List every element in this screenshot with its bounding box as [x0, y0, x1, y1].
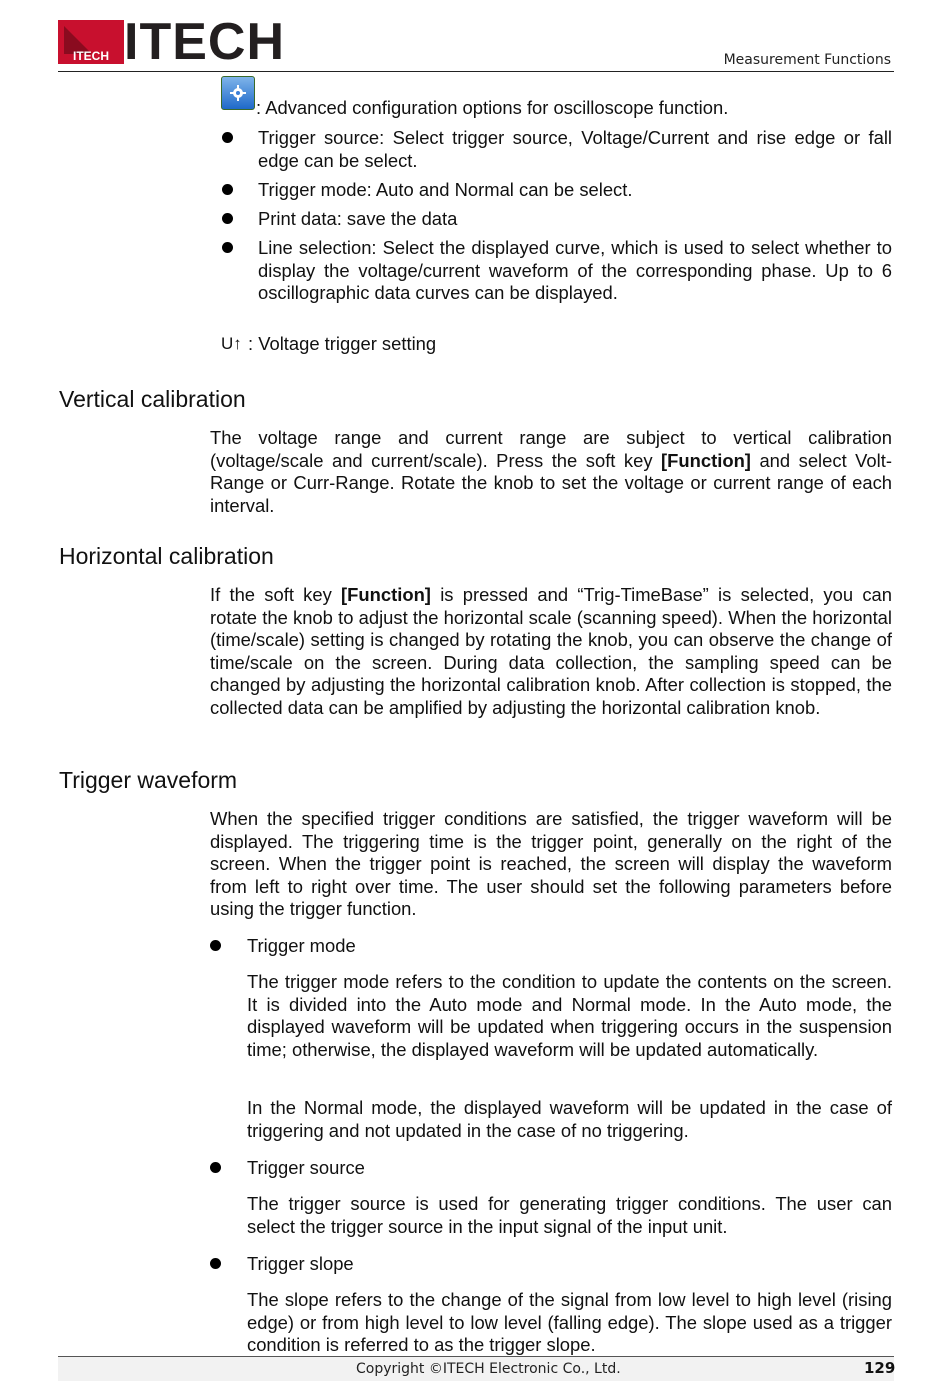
- bullet-icon: [222, 184, 233, 195]
- trigger-source-paragraph: The trigger source is used for generating trigger conditions. The user can select the trigger source in the input signal of the input unit.: [247, 1193, 892, 1237]
- trigger-intro-paragraph: When the specified trigger conditions are satisfied, the trigger waveform will be displayed. The triggering time is the trigger point, generally on the right of the screen. When the trigger point is reached, the screen will display the waveform from left to right over time. The user should set the following parameters before using the trigger function.: [210, 808, 892, 919]
- bullet-icon: [222, 213, 233, 224]
- function-key-label: [Function]: [341, 584, 431, 605]
- voltage-trigger-description: : Voltage trigger setting: [248, 333, 437, 354]
- horizontal-calibration-paragraph: If the soft key [Function] is pressed and “Trig-TimeBase” is selected, you can rotate the knob to adjust the horizontal scale (scanning speed). When the horizontal (time/scale) setting is changed by rotating the knob, you can observe the change of time/scale on the screen. During data collection, the sampling speed can be changed by adjusting the horizontal calibration knob. After collection is stopped, the collected data can be amplified by adjusting the horizontal calibration knob.: [210, 584, 892, 718]
- trigger-mode-normal-paragraph: In the Normal mode, the displayed waveform will be updated in the case of triggering and not updated in the case of no triggering.: [247, 1097, 892, 1141]
- bullet-icon: [222, 132, 233, 143]
- page-number: 129: [864, 1359, 896, 1377]
- heading-horizontal-calibration: Horizontal calibration: [59, 543, 274, 569]
- trigger-slope-paragraph: The slope refers to the change of the signal from low level to high level (rising edge) or from high level to low level (falling edge). The slope used as a trigger condition is referred to as the trigger slope.: [247, 1289, 892, 1355]
- itech-logo: [58, 13, 294, 71]
- list-item: Trigger mode: Auto and Normal can be select.: [258, 179, 633, 200]
- gear-icon: [221, 76, 255, 110]
- bullet-icon: [210, 1162, 221, 1173]
- heading-trigger-waveform: Trigger waveform: [59, 767, 238, 793]
- logo-small-text: ITECH: [73, 49, 109, 63]
- header-rule: [58, 71, 894, 72]
- trigger-source-title: Trigger source: [247, 1157, 365, 1178]
- bullet-icon: [210, 1258, 221, 1269]
- heading-vertical-calibration: Vertical calibration: [59, 386, 246, 412]
- section-title: Measurement Functions: [723, 52, 891, 68]
- copyright: Copyright ©ITECH Electronic Co., Ltd.: [356, 1361, 621, 1377]
- trigger-slope-title: Trigger slope: [247, 1253, 354, 1274]
- vertical-calibration-paragraph: The voltage range and current range are subject to vertical calibration (voltage/scale and current/scale). Press the soft key [Function] and select Volt-Range or Curr-Range. Rotate the knob to set the voltage or current range of each interval.: [210, 427, 892, 516]
- logo-wordmark: ITECH: [124, 13, 285, 71]
- list-item: Print data: save the data: [258, 208, 458, 229]
- trigger-mode-title: Trigger mode: [247, 935, 356, 956]
- bullet-icon: [222, 242, 233, 253]
- trigger-mode-paragraph: The trigger mode refers to the condition to update the contents on the screen. It is divided into the Auto mode and Normal mode. In the Auto mode, the displayed waveform will be updated when triggering occurs in the suspension time; otherwise, the displayed waveform will be updated automatically.: [247, 971, 892, 1060]
- logo-emblem: [58, 20, 124, 64]
- list-item: Trigger source: Select trigger source, Voltage/Current and rise edge or fall edge can be select.: [258, 127, 892, 171]
- function-key-label: [Function]: [661, 449, 751, 471]
- list-item: Line selection: Select the displayed curve, which is used to select whether to display the voltage/current waveform of the corresponding phase. Up to 6 oscillographic data curves can be displayed.: [258, 237, 892, 303]
- gear-icon-description: : Advanced configuration options for oscilloscope function.: [256, 97, 729, 118]
- bullet-icon: [210, 940, 221, 951]
- voltage-trigger-icon: U↑: [221, 334, 242, 353]
